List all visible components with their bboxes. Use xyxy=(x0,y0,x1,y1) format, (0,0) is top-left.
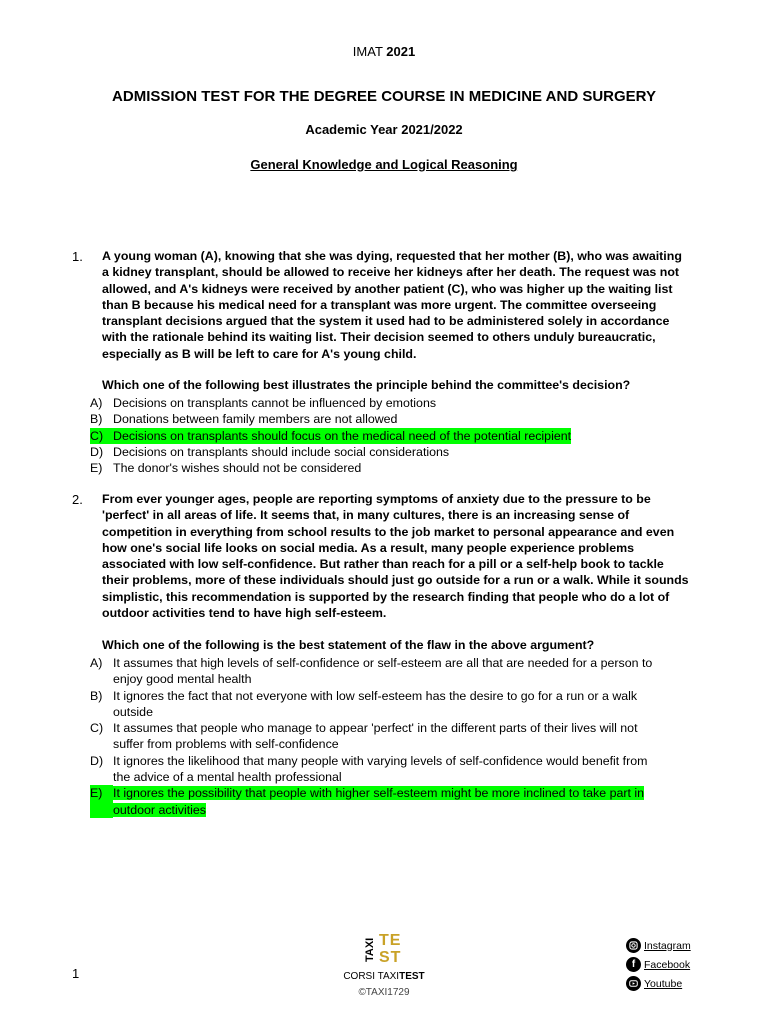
question-line: transplant decisions argued that the system it used had to be administered solely in accordance xyxy=(102,314,670,329)
option-letter: B) xyxy=(90,688,103,703)
question-line: From ever younger ages, people are reporting symptoms of anxiety due to the pressure to be xyxy=(102,492,651,506)
logo-text-line: ST xyxy=(379,949,402,966)
question-1-options xyxy=(90,395,694,476)
youtube-icon xyxy=(626,976,641,991)
option-a[interactable] xyxy=(90,655,694,688)
question-2-text xyxy=(102,491,692,621)
option-text: Decisions on transplants should focus on the medical need of the potential recipient xyxy=(113,428,572,443)
option-letter: C) xyxy=(90,428,104,443)
option-line: It ignores the likelihood that many people with varying levels of self-confidence would benefit from xyxy=(113,753,648,768)
academic-year: Academic Year 2021/2022 xyxy=(305,122,463,137)
question-2-prompt: Which one of the following is the best statement of the flaw in the above argument? xyxy=(102,638,595,652)
logo-text-mark xyxy=(379,932,401,966)
option-letter: A) xyxy=(90,396,103,410)
question-line: with the rationale behind its waiting list. Their decision seemed to others unduly bureaucratic, xyxy=(102,330,656,345)
question-2-options xyxy=(90,655,694,818)
option-text: Donations between family members are not allowed xyxy=(113,412,398,427)
exam-label xyxy=(0,44,768,59)
page-title: ADMISSION TEST FOR THE DEGREE COURSE IN MEDICINE AND SURGERY xyxy=(112,88,656,105)
correct-answer-highlight xyxy=(90,428,571,444)
brand-prefix: CORSI TAXI xyxy=(343,971,400,982)
option-letter: E) xyxy=(90,785,113,818)
option-text xyxy=(113,655,694,688)
option-letter: A) xyxy=(90,656,103,670)
question-line: allowed, and A's kidneys were received by another patient (C), who was higher up the waiting list xyxy=(102,281,673,296)
question-1-number: 1. xyxy=(72,249,83,264)
section-title: General Knowledge and Logical Reasoning xyxy=(250,157,518,172)
logo-text-vertical: TAXI xyxy=(364,937,376,963)
social-link-facebook[interactable] xyxy=(626,957,690,972)
option-line: the advice of a mental health professional xyxy=(113,770,342,785)
question-line: a kidney transplant, should be allowed to receive her kidneys after her death. The request was not xyxy=(102,265,680,280)
option-e-correct[interactable] xyxy=(90,785,694,818)
option-line: It assumes that high levels of self-confidence or self-esteem are all that are needed for a person to xyxy=(113,656,653,670)
option-b[interactable] xyxy=(90,688,694,721)
question-line: simplistic, this recommendation is supported by the research finding that people who do a lot of xyxy=(102,589,670,604)
question-line: A young woman (A), knowing that she was dying, requested that her mother (B), who was awaiting xyxy=(102,249,682,263)
option-line: It assumes that people who manage to appear 'perfect' in the different parts of their lives will not xyxy=(113,721,638,736)
option-letter: D) xyxy=(90,444,104,459)
option-text: Decisions on transplants should include social considerations xyxy=(113,444,450,459)
option-line: outside xyxy=(113,704,153,719)
option-line: suffer from problems with self-confidence xyxy=(113,737,339,752)
option-text: The donor's wishes should not be considered xyxy=(113,461,362,476)
option-letter: B) xyxy=(90,412,103,427)
social-link-instagram[interactable] xyxy=(626,938,691,953)
page-number: 1 xyxy=(72,966,80,981)
copyright: ©TAXI1729 xyxy=(358,987,410,998)
correct-answer-highlight: It ignores the possibility that people with higher self-esteem might be more inclined to take part in xyxy=(113,786,645,801)
question-line: especially as B will be left to care for A's young child. xyxy=(102,346,417,361)
option-d[interactable] xyxy=(90,444,694,460)
question-2-number: 2. xyxy=(72,492,83,507)
option-text: Decisions on transplants cannot be influenced by emotions xyxy=(113,396,437,410)
question-line: how one's social life looks on social media. As a result, many people experience problems xyxy=(102,540,635,555)
correct-answer-highlight: outdoor activities xyxy=(113,802,206,817)
option-line: It ignores the fact that not everyone with low self-esteem has the desire to go for a run or a walk xyxy=(113,688,638,703)
option-text xyxy=(113,720,694,753)
question-1-prompt: Which one of the following best illustrates the principle behind the committee's decision? xyxy=(102,378,631,392)
option-c[interactable] xyxy=(90,720,694,753)
option-text xyxy=(113,688,694,721)
youtube-link[interactable]: Youtube xyxy=(644,977,683,990)
instagram-link[interactable]: Instagram xyxy=(644,939,691,952)
option-letter: D) xyxy=(90,753,104,768)
question-1-text xyxy=(102,248,692,362)
facebook-icon: f xyxy=(626,957,641,972)
brand-bold: TEST xyxy=(399,971,425,982)
question-line: than B because his medical need for a transplant was more urgent. The committee overseeing xyxy=(102,297,657,312)
option-text xyxy=(113,785,694,818)
option-e[interactable] xyxy=(90,460,694,476)
facebook-link[interactable]: Facebook xyxy=(644,958,691,971)
option-letter: C) xyxy=(90,721,104,736)
option-text xyxy=(113,753,694,786)
taxitest-logo xyxy=(363,932,407,968)
option-c-correct[interactable] xyxy=(90,428,694,444)
logo-text-line: TE xyxy=(379,932,402,949)
question-line: associated with low self-confidence. But rather than reach for a pill or a self-help book to tackle xyxy=(102,557,664,572)
option-b[interactable] xyxy=(90,411,694,427)
social-link-youtube[interactable] xyxy=(626,976,682,991)
option-line: enjoy good mental health xyxy=(113,672,252,687)
exam-year: 2021 xyxy=(386,44,416,59)
option-d[interactable] xyxy=(90,753,694,786)
option-letter: E) xyxy=(90,461,103,476)
question-line: 'perfect' in all areas of life. It seems that, in many cultures, there is an increasing sense of xyxy=(102,508,630,523)
question-line: outdoor activities tend to have high self-esteem. xyxy=(102,606,387,621)
question-line: their problems, more of these individuals should just go outside for a run or a walk. While it sounds xyxy=(102,573,689,588)
question-line: competition in everything from school results to the job market to personal appearance and even xyxy=(102,524,675,539)
option-a[interactable] xyxy=(90,395,694,411)
instagram-icon xyxy=(626,938,641,953)
exam-prefix: IMAT xyxy=(352,44,383,59)
